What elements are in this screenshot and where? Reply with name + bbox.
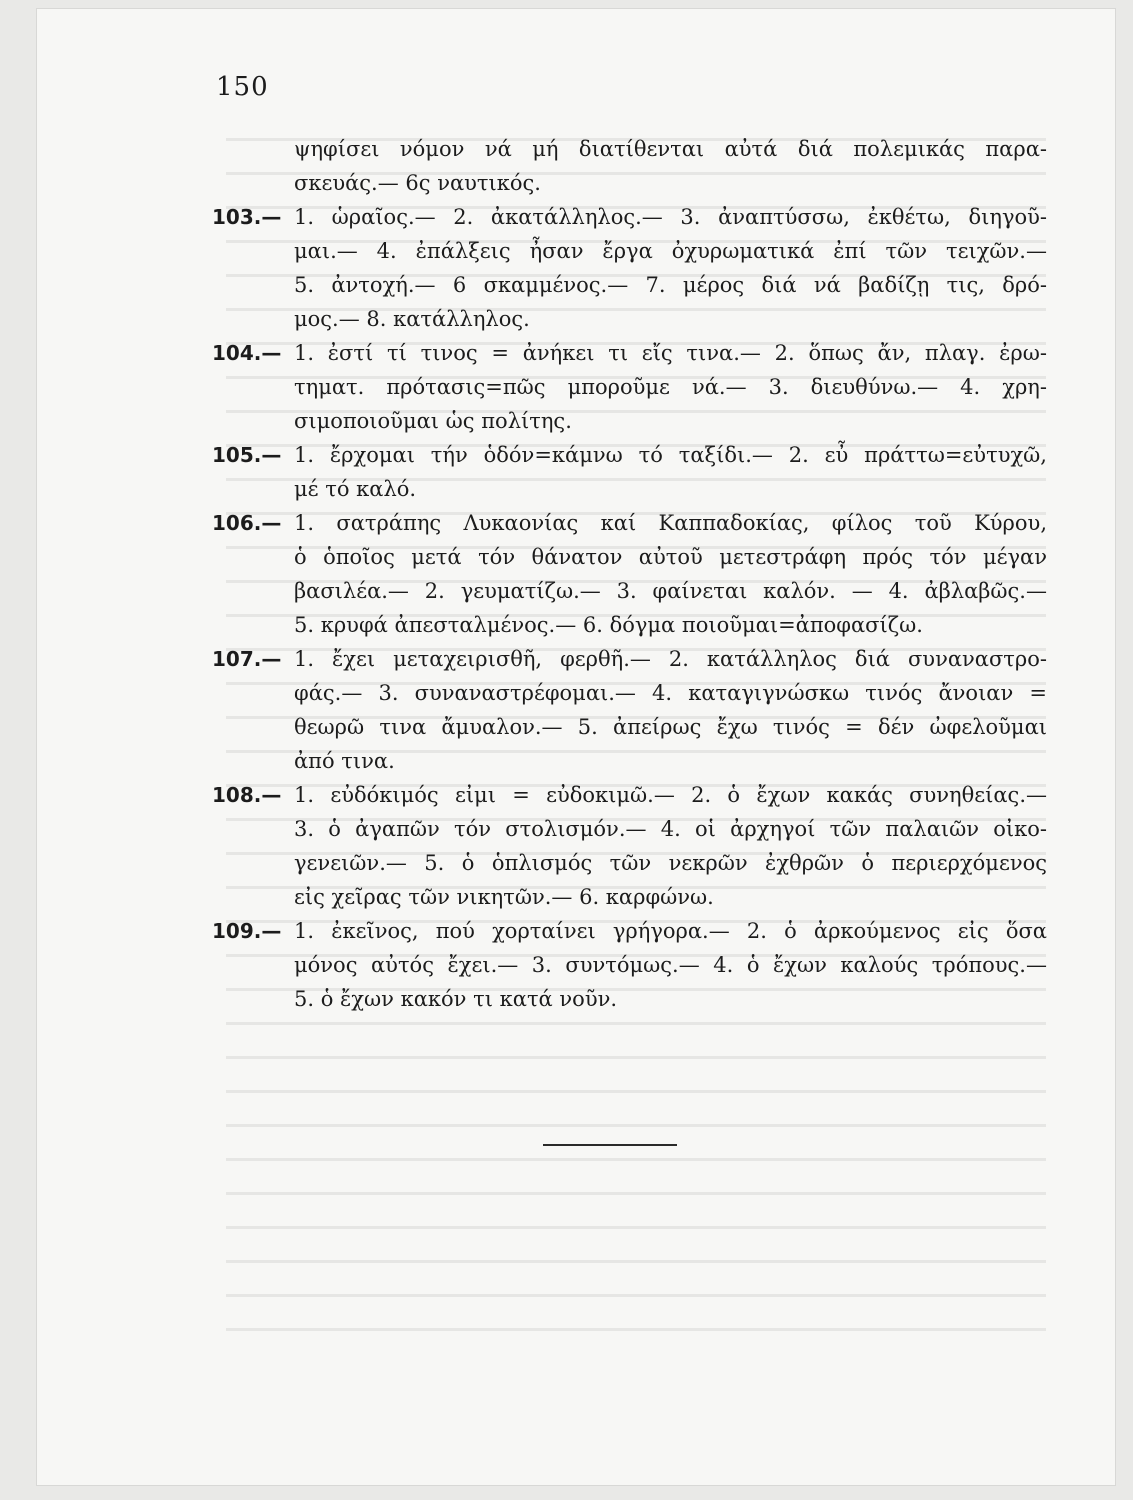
text-line xyxy=(212,404,1047,438)
line-text: θεωρῶ τινα ἄμυαλον.— 5. ἀπείρως ἔχω τινός = δέν ὠφελοῦμαι xyxy=(294,715,1047,739)
text-line xyxy=(212,710,1047,744)
entry-number: 105.— xyxy=(212,443,282,467)
text-line xyxy=(212,744,1047,778)
line-text: 3. ὁ ἀγαπῶν τόν στολισμόν.— 4. οἱ ἀρχηγοί τῶν παλαιῶν οἰκο- xyxy=(294,817,1047,841)
line-text: 1. ἐκεῖνος, πού χορταίνει γρήγορα.— 2. ὁ ἀρκούμενος εἰς ὅσα xyxy=(294,919,1047,943)
text-line xyxy=(212,370,1047,404)
line-text: 1. εὐδόκιμός εἰμι = εὐδοκιμῶ.— 2. ὁ ἔχων κακάς συνηθείας.— xyxy=(294,783,1047,807)
line-text: μος.— 8. κατάλληλος. xyxy=(294,307,530,331)
line-text: 5. ἀντοχή.— 6 σκαμμένος.— 7. μέρος διά νά βαδίζῃ τις, δρό- xyxy=(294,273,1047,297)
line-text: γενειῶν.— 5. ὁ ὁπλισμός τῶν νεκρῶν ἐχθρῶν ὁ περιερχόμενος xyxy=(294,851,1047,875)
line-text: 1. ἐστί τί τινος = ἀνήκει τι εἴς τινα.— 2. ὅπως ἄν, πλαγ. ἐρω- xyxy=(294,341,1047,365)
text-line xyxy=(212,132,1047,166)
line-text: 1. ὡραῖος.— 2. ἀκατάλληλος.— 3. ἀναπτύσσω, ἐκθέτω, διηγοῦ- xyxy=(294,205,1047,229)
line-text: μέ τό καλό. xyxy=(294,477,417,501)
entry-number: 108.— xyxy=(212,783,282,807)
text-line xyxy=(212,846,1047,880)
line-text: μαι.— 4. ἐπάλξεις ἦσαν ἔργα ὀχυρωματικά ἐπί τῶν τειχῶν.— xyxy=(294,239,1047,263)
entry-number: 106.— xyxy=(212,511,282,535)
line-text: 1. ἔχει μεταχειρισθῆ, φερθῆ.— 2. κατάλληλος διά συναναστρο- xyxy=(294,647,1047,671)
line-text: 1. ἔρχομαι τήν ὁδόν=κάμνω τό ταξίδι.— 2. εὖ πράττω=εὐτυχῶ, xyxy=(294,443,1047,467)
line-text: εἰς χεῖρας τῶν νικητῶν.— 6. καρφώνω. xyxy=(294,885,714,909)
line-text: μόνος αὐτός ἔχει.— 3. συντόμως.— 4. ὁ ἔχων καλούς τρόπους.— xyxy=(294,953,1047,977)
line-text: τηματ. πρότασις=πῶς μποροῦμε νά.— 3. διευθύνω.— 4. χρη- xyxy=(294,375,1047,399)
text-line xyxy=(212,438,1047,472)
line-text: 5. κρυφά ἀπεσταλμένος.— 6. δόγμα ποιοῦμαι=ἀποφασίζω. xyxy=(294,613,923,637)
book-page xyxy=(36,8,1116,1486)
line-text: ἀπό τινα. xyxy=(294,749,395,773)
line-text: σιμοποιοῦμαι ὡς πολίτης. xyxy=(294,409,572,433)
entry-number: 107.— xyxy=(212,647,282,671)
text-line xyxy=(212,166,1047,200)
entry-number: 103.— xyxy=(212,205,282,229)
text-line xyxy=(212,608,1047,642)
entry-number: 104.— xyxy=(212,341,282,365)
text-line xyxy=(212,948,1047,982)
line-text: 5. ὁ ἔχων κακόν τι κατά νοῦν. xyxy=(294,987,618,1011)
line-text: βασιλέα.— 2. γευματίζω.— 3. φαίνεται καλόν. — 4. ἀβλαβῶς.— xyxy=(294,579,1047,603)
text-line xyxy=(212,880,1047,914)
text-line xyxy=(212,200,1047,234)
text-line xyxy=(212,982,1047,1016)
line-text: φάς.— 3. συναναστρέφομαι.— 4. καταγιγνώσκω τινός ἄνοιαν = xyxy=(294,681,1047,705)
text-line xyxy=(212,642,1047,676)
end-rule xyxy=(543,1144,677,1146)
page-number: 150 xyxy=(216,72,269,102)
text-line xyxy=(212,540,1047,574)
glossary-text xyxy=(212,132,1047,1016)
text-line xyxy=(212,472,1047,506)
text-line xyxy=(212,574,1047,608)
line-text: σκευάς.— 6ς ναυτικός. xyxy=(294,171,541,195)
line-text: ὁ ὁποῖος μετά τόν θάνατον αὐτοῦ μετεστράφη πρός τόν μέγαν xyxy=(294,545,1047,569)
line-text: ψηφίσει νόμον νά μή διατίθενται αὐτά διά πολεμικάς παρα- xyxy=(294,137,1047,161)
text-line xyxy=(212,302,1047,336)
text-line xyxy=(212,506,1047,540)
text-line xyxy=(212,676,1047,710)
line-text: 1. σατράπης Λυκαονίας καί Καππαδοκίας, φίλος τοῦ Κύρου, xyxy=(294,511,1047,535)
text-line xyxy=(212,268,1047,302)
text-line xyxy=(212,234,1047,268)
entry-number: 109.— xyxy=(212,919,282,943)
text-line xyxy=(212,336,1047,370)
text-line xyxy=(212,812,1047,846)
text-line xyxy=(212,914,1047,948)
text-line xyxy=(212,778,1047,812)
